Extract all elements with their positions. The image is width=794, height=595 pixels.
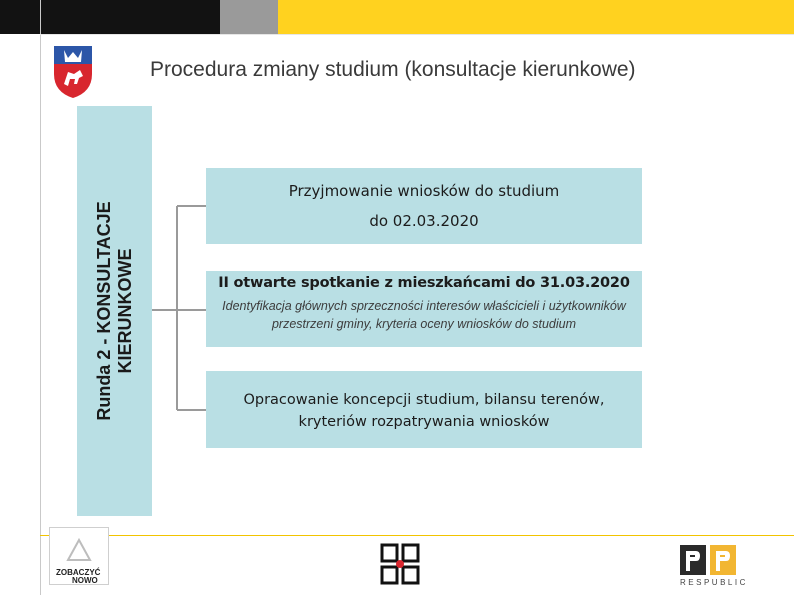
step-2-description: Identyfikacja głównych sprzeczności interesów właścicieli i użytkowników przestrzeni gminy, kryteria oceny wniosków do studium xyxy=(222,299,626,331)
step-2-title: II otwarte spotkanie z mieszkańcami do 31.03.2020 xyxy=(218,275,630,291)
step-1-line2: do 02.03.2020 xyxy=(369,212,479,230)
side-label-line2: KIERUNKOWE xyxy=(114,248,135,374)
header-bar-gray xyxy=(220,0,278,34)
page-title: Procedura zmiany studium (konsultacje kierunkowe) xyxy=(150,58,636,81)
zobaczyc-na-nowo-logo xyxy=(49,527,109,585)
coat-of-arms-icon xyxy=(50,40,96,100)
step-box-3 xyxy=(206,371,642,448)
step-3-line1: Opracowanie koncepcji studium, bilansu terenów, xyxy=(243,392,605,408)
respublic-logo xyxy=(680,543,748,587)
step-box-2 xyxy=(206,271,642,347)
side-label xyxy=(94,111,136,511)
logo-left-line2: NOWO xyxy=(72,576,98,585)
step-box-1 xyxy=(206,168,642,244)
side-label-panel xyxy=(77,106,152,516)
logo-left-line1: ZOBACZYĆ xyxy=(56,568,101,577)
step-3-line2: kryteriów rozpatrywania wniosków xyxy=(298,414,550,430)
logo-mark-icon xyxy=(64,536,94,564)
header-bar-yellow xyxy=(278,0,794,34)
logo-right-caption: RESPUBLIC xyxy=(680,578,748,587)
rp-mark-icon xyxy=(680,543,740,577)
left-divider xyxy=(40,0,41,595)
side-label-line1: Runda 2 - KONSULTACJE xyxy=(93,201,114,421)
tree-connector xyxy=(150,0,210,595)
step-1-line1: Przyjmowanie wniosków do studium xyxy=(288,182,560,200)
g4rd-logo-icon xyxy=(380,543,420,585)
